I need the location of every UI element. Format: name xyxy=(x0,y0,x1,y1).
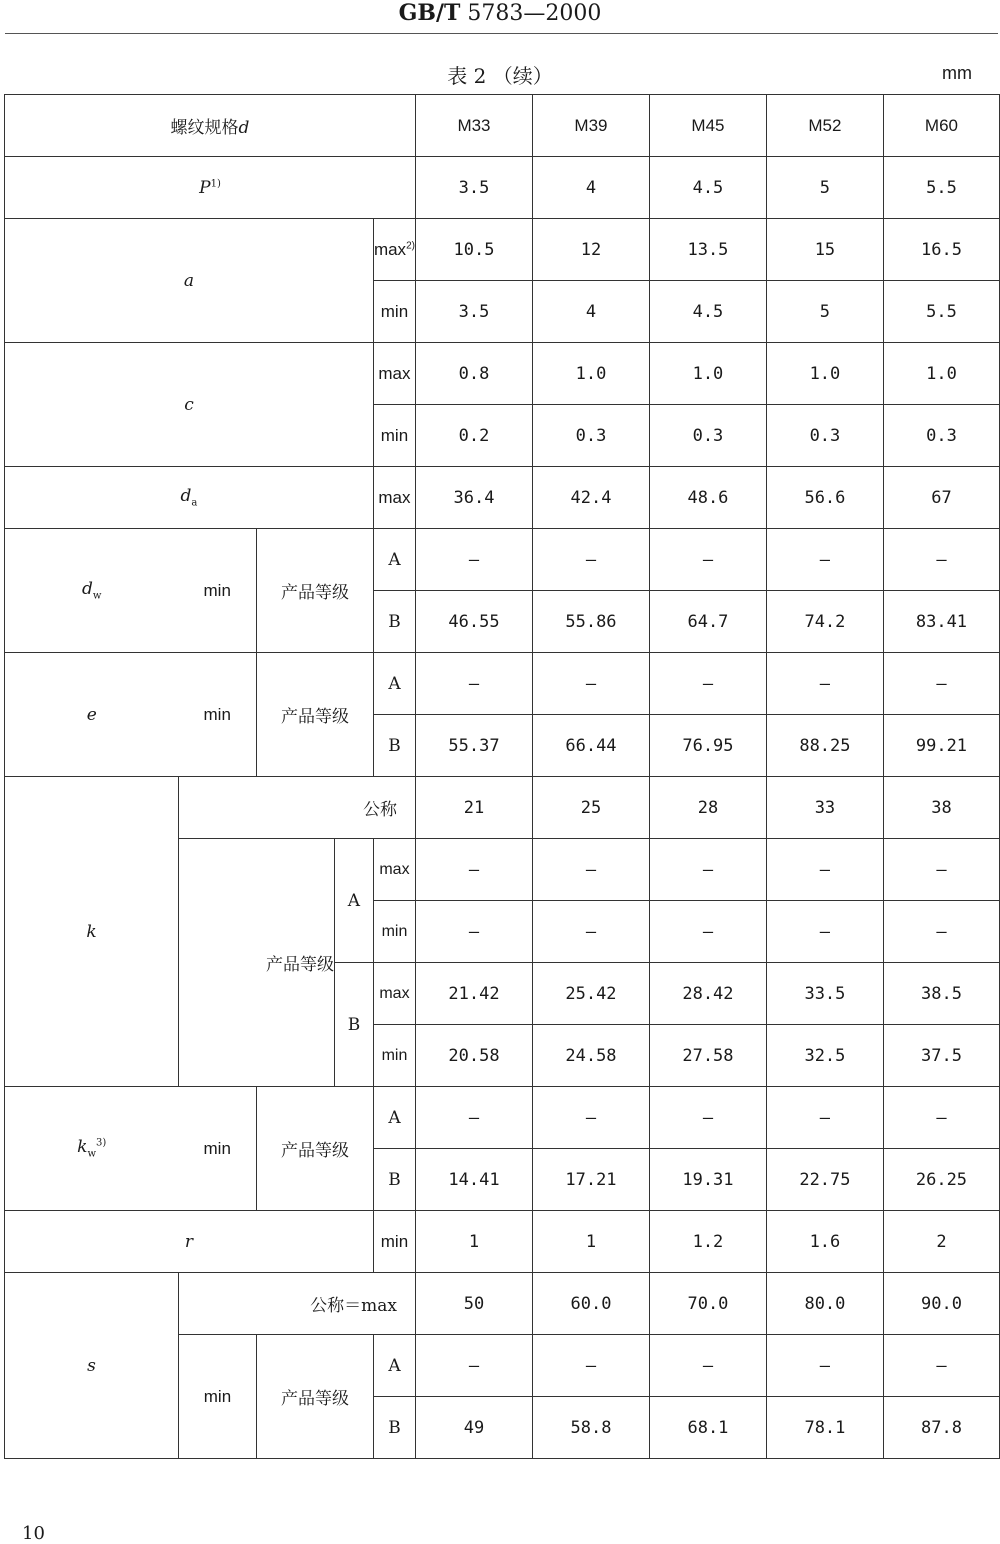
grade-A: A xyxy=(373,653,415,715)
s-B-value: 87.8 xyxy=(883,1397,999,1459)
k-label xyxy=(5,777,179,1087)
symbol: c xyxy=(184,394,194,415)
thread-size-header xyxy=(5,95,416,157)
k-B-min-value: 24.58 xyxy=(532,1025,649,1087)
table-row-c-max xyxy=(5,343,1000,405)
s-nominal-value: 50 xyxy=(415,1273,532,1335)
grade-A: A xyxy=(373,1335,415,1397)
e-A-value: — xyxy=(766,653,883,715)
footnote-ref: 3) xyxy=(96,1137,107,1149)
s-nominal-value: 60.0 xyxy=(532,1273,649,1335)
k-B-min-value: 27.58 xyxy=(649,1025,766,1087)
a-max-value: 12 xyxy=(532,219,649,281)
c-max-value: 1.0 xyxy=(883,343,999,405)
c-label xyxy=(5,343,374,467)
k-A-min-value: — xyxy=(415,901,532,963)
size-header: M60 xyxy=(883,95,999,157)
k-A-min-value: — xyxy=(766,901,883,963)
c-min-value: 0.3 xyxy=(649,405,766,467)
dw-A-value: — xyxy=(883,529,999,591)
e-B-value: 88.25 xyxy=(766,715,883,777)
table-caption: 表 2 （续） xyxy=(447,64,553,88)
symbol: k xyxy=(86,921,97,942)
pitch-value: 3.5 xyxy=(415,157,532,219)
dw-A-value: — xyxy=(532,529,649,591)
symbol: a xyxy=(183,270,195,291)
pitch-label xyxy=(5,157,416,219)
thread-size-var: d xyxy=(238,118,250,138)
s-A-value: — xyxy=(649,1335,766,1397)
k-B-max-value: 25.42 xyxy=(532,963,649,1025)
c-min-value: 0.3 xyxy=(532,405,649,467)
s-nominal-value: 80.0 xyxy=(766,1273,883,1335)
c-min-value: 0.3 xyxy=(766,405,883,467)
symbol: r xyxy=(184,1231,194,1252)
grade-B: B xyxy=(334,963,373,1087)
dw-A-value: — xyxy=(766,529,883,591)
footnote-ref: 1) xyxy=(210,177,221,189)
s-A-value: — xyxy=(415,1335,532,1397)
table-row-a-max xyxy=(5,219,1000,281)
k-B-max-value: 21.42 xyxy=(415,963,532,1025)
s-min-label: min xyxy=(178,1335,256,1459)
grade-B: B xyxy=(373,591,415,653)
da-value: 42.4 xyxy=(532,467,649,529)
size-header: M52 xyxy=(766,95,883,157)
c-max-value: 1.0 xyxy=(532,343,649,405)
a-max-value: 13.5 xyxy=(649,219,766,281)
s-B-value: 58.8 xyxy=(532,1397,649,1459)
size-header: M33 xyxy=(415,95,532,157)
r-value: 1.2 xyxy=(649,1211,766,1273)
e-min-label: min xyxy=(178,653,256,777)
a-max-value: 15 xyxy=(766,219,883,281)
a-max-value: 16.5 xyxy=(883,219,999,281)
grade-B: B xyxy=(373,715,415,777)
s-B-value: 78.1 xyxy=(766,1397,883,1459)
e-B-value: 55.37 xyxy=(415,715,532,777)
kw-A-value: — xyxy=(649,1087,766,1149)
dw-B-value: 74.2 xyxy=(766,591,883,653)
pitch-value: 5 xyxy=(766,157,883,219)
table-body xyxy=(5,95,1000,1459)
k-nominal-value: 21 xyxy=(415,777,532,839)
symbol-subscript: w xyxy=(87,1148,97,1160)
a-label xyxy=(5,219,374,343)
kw-B-value: 19.31 xyxy=(649,1149,766,1211)
max-label: max xyxy=(373,963,415,1025)
e-A-value: — xyxy=(532,653,649,715)
symbol: s xyxy=(87,1355,96,1376)
k-nominal-value: 25 xyxy=(532,777,649,839)
table-row-e-A xyxy=(5,653,1000,715)
k-A-max-value: — xyxy=(649,839,766,901)
dw-A-value: — xyxy=(415,529,532,591)
s-B-value: 49 xyxy=(415,1397,532,1459)
grade-A: A xyxy=(373,1087,415,1149)
kw-A-value: — xyxy=(883,1087,999,1149)
da-value: 48.6 xyxy=(649,467,766,529)
e-label xyxy=(5,653,179,777)
r-value: 1.6 xyxy=(766,1211,883,1273)
grade-label: 产品等级 xyxy=(256,529,373,653)
k-nominal-value: 33 xyxy=(766,777,883,839)
k-nominal-label: 公称 xyxy=(178,777,415,839)
table-row-r xyxy=(5,1211,1000,1273)
grade-label: 产品等级 xyxy=(256,1335,373,1459)
da-value: 36.4 xyxy=(415,467,532,529)
dw-B-value: 55.86 xyxy=(532,591,649,653)
k-B-max-value: 33.5 xyxy=(766,963,883,1025)
header-rule xyxy=(5,33,998,34)
a-max-label xyxy=(373,219,415,281)
grade-B: B xyxy=(373,1397,415,1459)
dw-label xyxy=(5,529,179,653)
symbol: e xyxy=(86,704,97,725)
symbol: k xyxy=(77,1137,88,1158)
a-min-value: 4.5 xyxy=(649,281,766,343)
table-row-k-nominal xyxy=(5,777,1000,839)
s-B-value: 68.1 xyxy=(649,1397,766,1459)
s-A-value: — xyxy=(766,1335,883,1397)
r-value: 1 xyxy=(415,1211,532,1273)
k-A-min-value: — xyxy=(883,901,999,963)
da-label xyxy=(5,467,374,529)
k-A-min-value: — xyxy=(532,901,649,963)
table-row-pitch xyxy=(5,157,1000,219)
kw-B-value: 22.75 xyxy=(766,1149,883,1211)
s-nominal-value: 90.0 xyxy=(883,1273,999,1335)
k-B-min-value: 37.5 xyxy=(883,1025,999,1087)
grade-label: 产品等级 xyxy=(256,1087,373,1211)
min-label: min xyxy=(373,1025,415,1087)
grade-B: B xyxy=(373,1149,415,1211)
r-label xyxy=(5,1211,374,1273)
dw-B-value: 46.55 xyxy=(415,591,532,653)
a-min-value: 5 xyxy=(766,281,883,343)
dw-B-value: 83.41 xyxy=(883,591,999,653)
e-A-value: — xyxy=(883,653,999,715)
size-header: M39 xyxy=(532,95,649,157)
symbol: d xyxy=(82,579,93,600)
e-A-value: — xyxy=(415,653,532,715)
size-header: M45 xyxy=(649,95,766,157)
dw-min-label: min xyxy=(178,529,256,653)
table-row-kw-A xyxy=(5,1087,1000,1149)
table-row-da xyxy=(5,467,1000,529)
r-value: 2 xyxy=(883,1211,999,1273)
k-B-max-value: 38.5 xyxy=(883,963,999,1025)
a-min-label: min xyxy=(373,281,415,343)
standard-number: 5783—2000 xyxy=(467,1,602,26)
symbol: d xyxy=(180,486,192,507)
k-B-min-value: 20.58 xyxy=(415,1025,532,1087)
table-row-dw-A xyxy=(5,529,1000,591)
grade-A: A xyxy=(373,529,415,591)
footnote-ref: 2) xyxy=(406,239,415,251)
a-min-value: 4 xyxy=(532,281,649,343)
kw-B-value: 14.41 xyxy=(415,1149,532,1211)
min-label: min xyxy=(373,901,415,963)
a-min-value: 3.5 xyxy=(415,281,532,343)
s-A-value: — xyxy=(883,1335,999,1397)
symbol-subscript: w xyxy=(92,590,102,602)
k-nominal-value: 38 xyxy=(883,777,999,839)
k-nominal-value: 28 xyxy=(649,777,766,839)
a-min-value: 5.5 xyxy=(883,281,999,343)
page-number: 10 xyxy=(22,1523,45,1544)
pitch-value: 4 xyxy=(532,157,649,219)
kw-A-value: — xyxy=(532,1087,649,1149)
c-max-value: 1.0 xyxy=(649,343,766,405)
dw-A-value: — xyxy=(649,529,766,591)
dw-B-value: 64.7 xyxy=(649,591,766,653)
kw-min-label: min xyxy=(178,1087,256,1211)
a-max-value: 10.5 xyxy=(415,219,532,281)
s-A-value: — xyxy=(532,1335,649,1397)
symbol: P xyxy=(199,177,211,198)
thread-size-label: 螺纹规格 xyxy=(170,118,239,138)
grade-label: 产品等级 xyxy=(178,839,334,1087)
max-text: max xyxy=(373,239,407,259)
e-B-value: 99.21 xyxy=(883,715,999,777)
dimension-table xyxy=(4,94,1000,1459)
table-row-s-nominal xyxy=(5,1273,1000,1335)
k-A-max-value: — xyxy=(532,839,649,901)
kw-A-value: — xyxy=(415,1087,532,1149)
grade-A: A xyxy=(334,839,373,963)
k-A-max-value: — xyxy=(415,839,532,901)
pitch-value: 4.5 xyxy=(649,157,766,219)
standard-header xyxy=(0,0,1000,27)
k-A-min-value: — xyxy=(649,901,766,963)
kw-A-value: — xyxy=(766,1087,883,1149)
e-B-value: 76.95 xyxy=(649,715,766,777)
da-value: 67 xyxy=(883,467,999,529)
r-min-label: min xyxy=(373,1211,415,1273)
c-min-value: 0.3 xyxy=(883,405,999,467)
r-value: 1 xyxy=(532,1211,649,1273)
kw-label xyxy=(5,1087,179,1211)
s-nominal-label: 公称＝max xyxy=(178,1273,415,1335)
table-unit: mm xyxy=(942,63,972,83)
k-B-max-value: 28.42 xyxy=(649,963,766,1025)
c-max-label: max xyxy=(373,343,415,405)
da-max-label: max xyxy=(373,467,415,529)
e-B-value: 66.44 xyxy=(532,715,649,777)
s-label xyxy=(5,1273,179,1459)
e-A-value: — xyxy=(649,653,766,715)
k-A-max-value: — xyxy=(766,839,883,901)
k-B-min-value: 32.5 xyxy=(766,1025,883,1087)
max-label: max xyxy=(373,839,415,901)
grade-label: 产品等级 xyxy=(256,653,373,777)
table-row-header xyxy=(5,95,1000,157)
pitch-value: 5.5 xyxy=(883,157,999,219)
s-nominal-value: 70.0 xyxy=(649,1273,766,1335)
kw-B-value: 17.21 xyxy=(532,1149,649,1211)
c-min-label: min xyxy=(373,405,415,467)
standard-prefix: GB/T xyxy=(398,0,461,26)
k-A-max-value: — xyxy=(883,839,999,901)
kw-B-value: 26.25 xyxy=(883,1149,999,1211)
c-min-value: 0.2 xyxy=(415,405,532,467)
c-max-value: 1.0 xyxy=(766,343,883,405)
c-max-value: 0.8 xyxy=(415,343,532,405)
symbol-subscript: a xyxy=(191,497,198,509)
da-value: 56.6 xyxy=(766,467,883,529)
